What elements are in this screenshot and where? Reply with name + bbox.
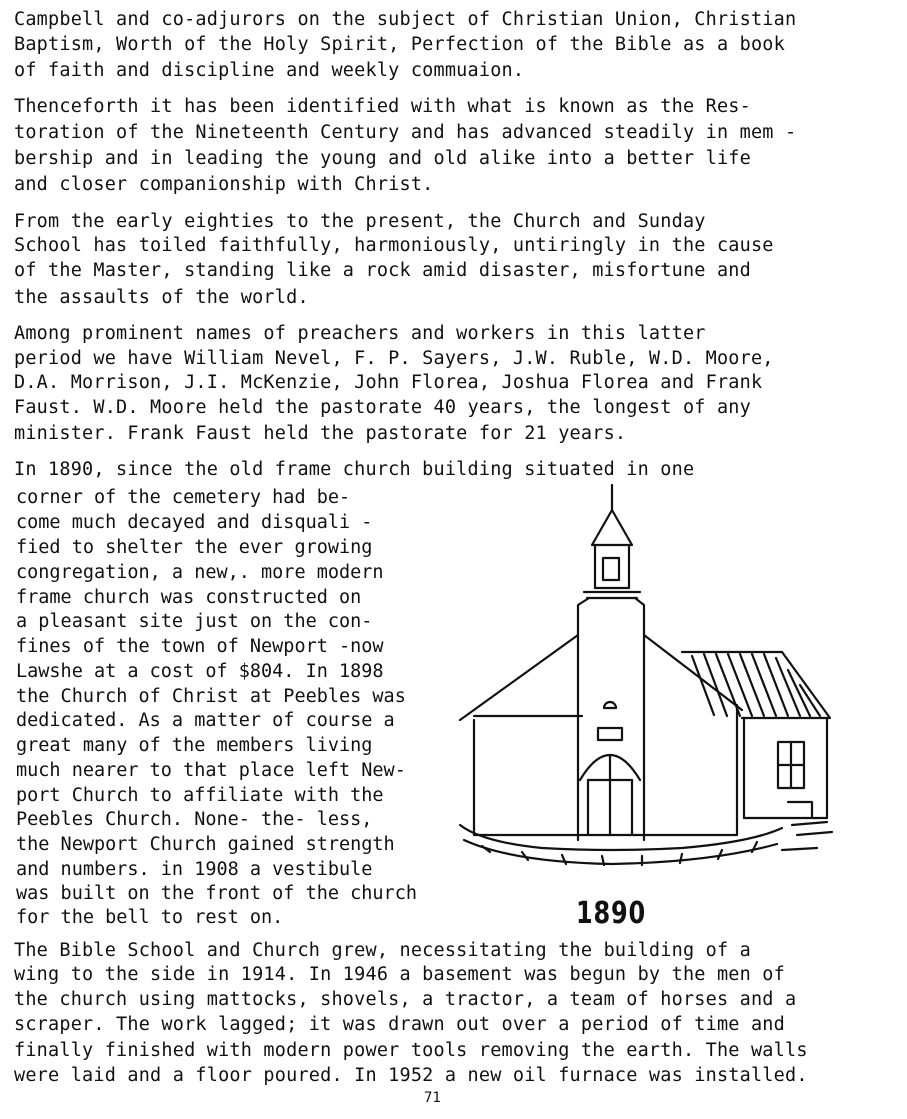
text-line: come much decayed and disquali - [16,512,373,533]
text-line: for the bell to rest on. [16,907,284,928]
text-line: scraper. The work lagged; it was drawn out over a period of time and [14,1014,785,1035]
text-line: Baptism, Worth of the Holy Spirit, Perfection of the Bible as a book [14,34,785,55]
text-line: and closer companionship with Christ. [14,174,434,195]
text-line: School has toiled faithfully, harmoniously, untiringly in the cause [14,235,774,256]
text-line: minister. Frank Faust held the pastorate for 21 years. [14,423,627,444]
text-line: dedicated. As a matter of course a [16,710,395,731]
text-line: frame church was constructed on [16,587,362,608]
text-line: and numbers. in 1908 a vestibule [16,859,373,880]
text-line: great many of the members living [16,735,373,756]
text-line: Faust. W.D. Moore held the pastorate 40 years, the longest of any [14,397,751,418]
text-line: congregation, a new,. more modern [16,562,384,583]
text-line: Among prominent names of preachers and workers in this latter [14,323,706,344]
text-line: D.A. Morrison, J.I. McKenzie, John Florea, Joshua Florea and Frank [14,372,763,393]
text-line: the Newport Church gained strength [16,834,395,855]
text-line: of the Master, standing like a rock amid disaster, misfortune and [14,260,751,281]
text-line: the Church of Christ at Peebles was [16,686,406,707]
text-line: Peebles Church. None- the- less, [16,809,373,830]
church-drawing-icon [452,480,837,890]
text-line: Lawshe at a cost of $804. In 1898 [16,661,384,682]
text-line: In 1890, since the old frame church building situated in one [14,459,695,480]
text-line: bership and in leading the young and old alike into a better life [14,148,751,169]
text-line: The Bible School and Church grew, necessitating the building of a [14,940,751,961]
text-line: From the early eighties to the present, the Church and Sunday [14,211,706,232]
text-line: period we have William Nevel, F. P. Sayers, J.W. Ruble, W.D. Moore, [14,348,774,369]
text-line: toration of the Nineteenth Century and has advanced steadily in mem - [14,122,797,143]
text-line: port Church to affiliate with the [16,785,384,806]
text-line: corner of the cemetery had be- [16,487,351,508]
text-line: a pleasant site just on the con- [16,611,373,632]
text-line: Campbell and co-adjurors on the subject of Christian Union, Christian [14,9,797,30]
text-line: much nearer to that place left New- [16,760,406,781]
text-line: fines of the town of Newport -now [16,636,384,657]
text-line: finally finished with modern power tools removing the earth. The walls [14,1040,808,1061]
text-line: was built on the front of the church [16,883,417,904]
text-line: the assaults of the world. [14,287,309,308]
text-line: of faith and discipline and weekly commuaion. [14,60,525,81]
text-line: fied to shelter the ever growing [16,537,373,558]
text-line: wing to the side in 1914. In 1946 a basement was begun by the men of [14,964,785,985]
page-number: 71 [424,1090,441,1106]
text-line: the church using mattocks, shovels, a tractor, a team of horses and a [14,989,797,1010]
text-line: Thenceforth it has been identified with what is known as the Res- [14,96,751,117]
illustration-caption: 1890 [576,896,646,931]
text-line: were laid and a floor poured. In 1952 a new oil furnace was installed. [14,1065,808,1086]
